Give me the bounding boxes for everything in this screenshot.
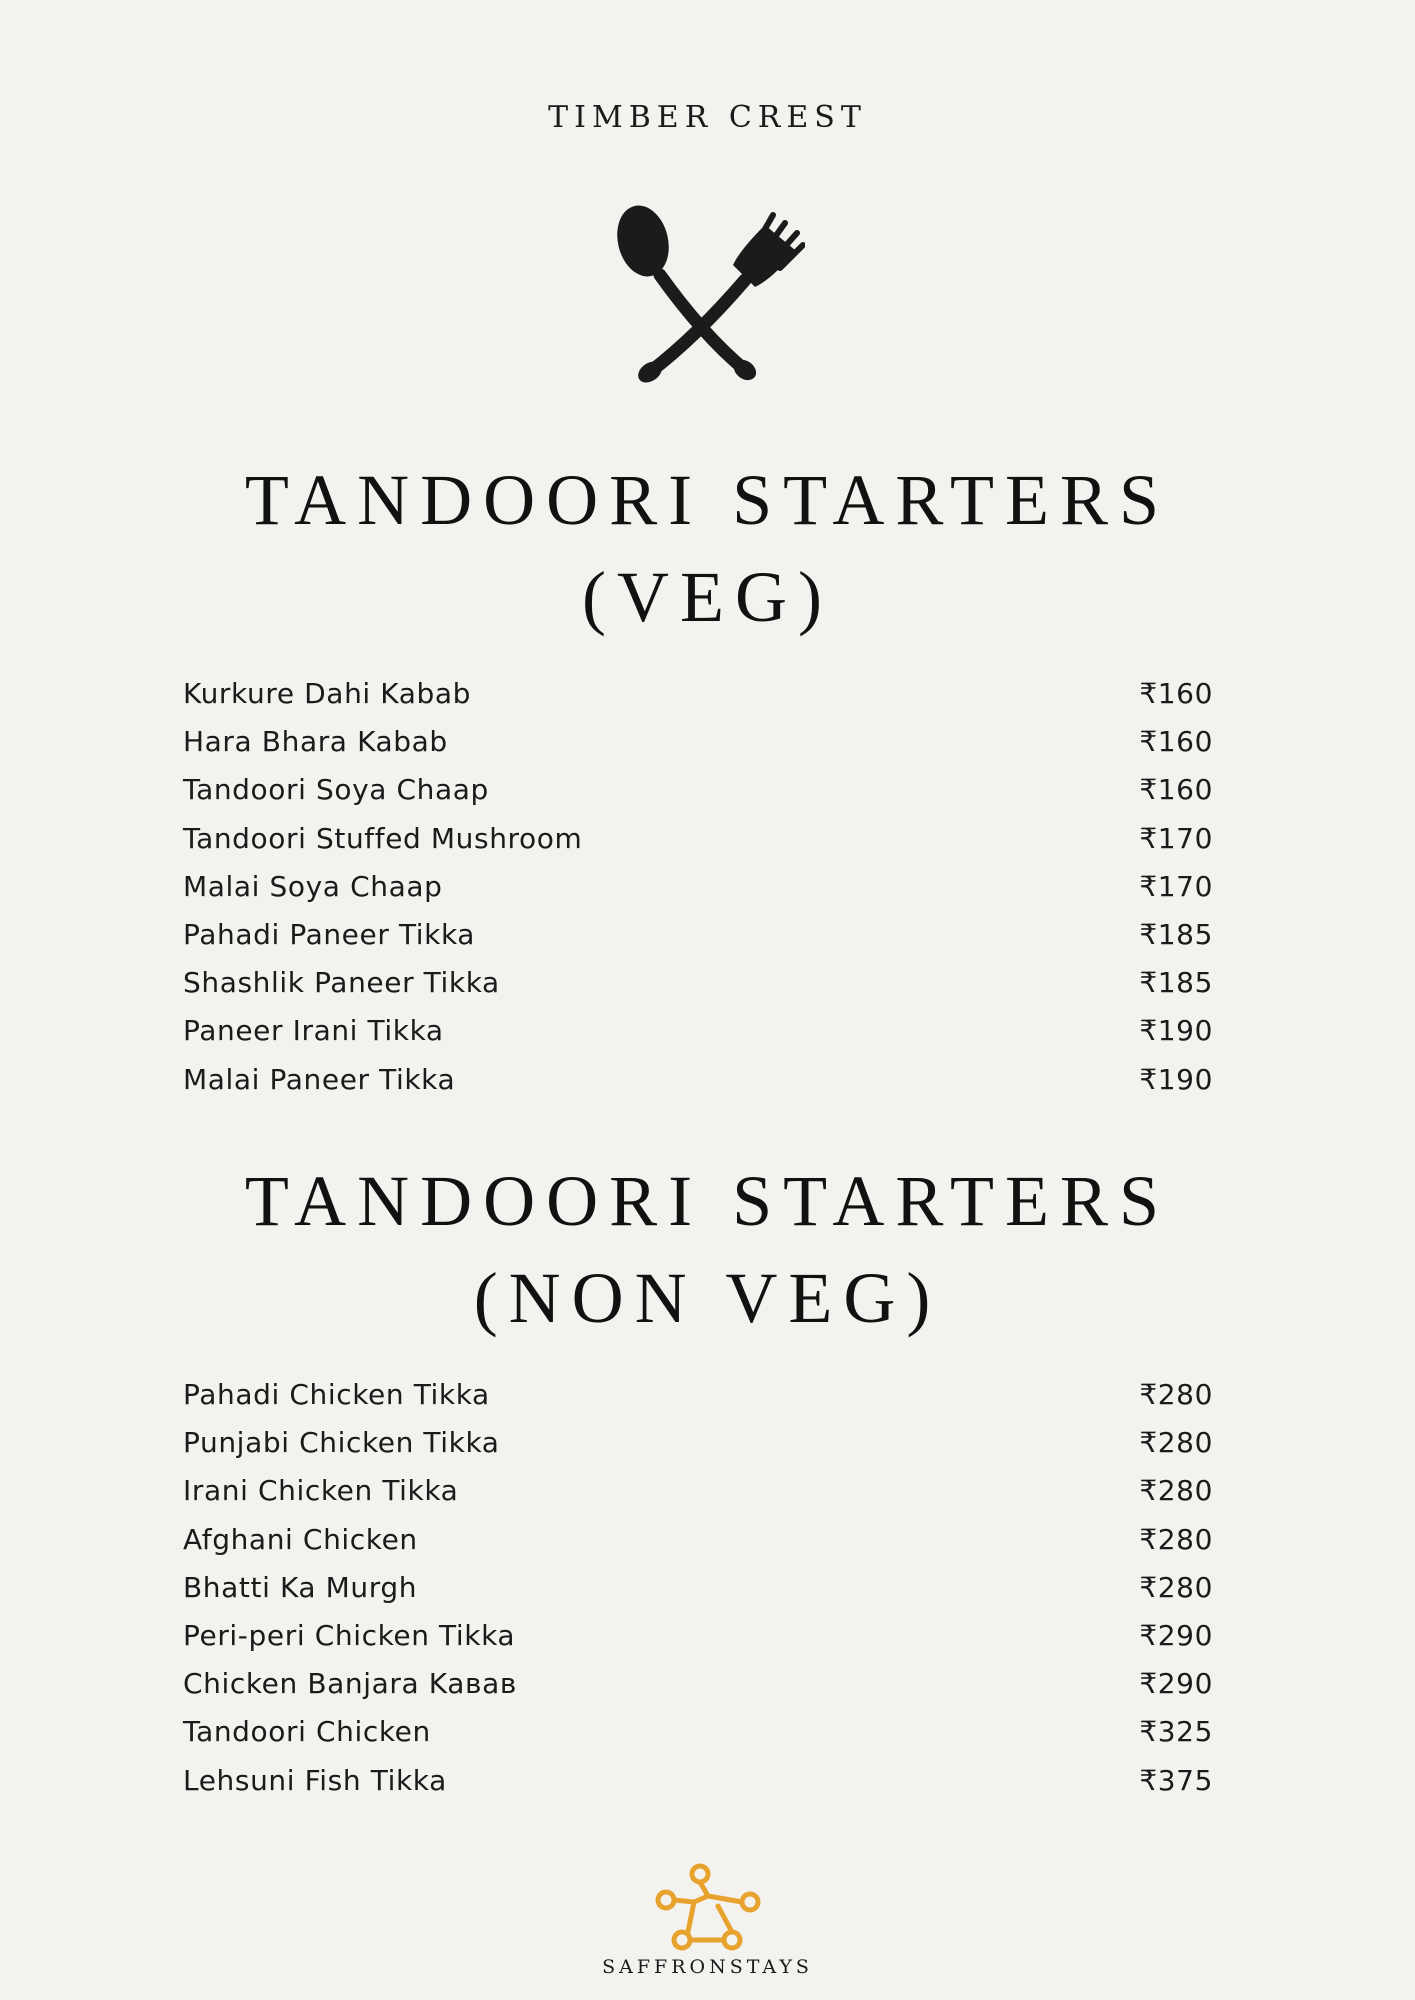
menu-item	[183, 1467, 1213, 1515]
menu-item-price: ₹170	[1139, 821, 1213, 855]
menu-item-price: ₹290	[1139, 1667, 1213, 1701]
menu-item-name: Tandoori Soya Chaap	[183, 773, 489, 807]
menu-item-price: ₹190	[1139, 1062, 1213, 1096]
menu-item	[183, 766, 1213, 814]
menu-item	[183, 1516, 1213, 1564]
menu-item-price: ₹280	[1139, 1378, 1213, 1411]
menu-item	[183, 1371, 1213, 1419]
footer-brand: SAFFRONSTAYS	[602, 1956, 813, 1978]
nonveg-title-line1: TANDOORI STARTERS	[244, 1161, 1171, 1241]
menu-item-price: ₹160	[1139, 773, 1213, 807]
menu-item-price: ₹280	[1139, 1474, 1213, 1508]
menu-item	[183, 1056, 1213, 1104]
menu-item-name: Shashlik Paneer Tikka	[183, 966, 500, 1000]
menu-item-price: ₹375	[1139, 1763, 1213, 1797]
veg-section-title	[0, 452, 1415, 646]
menu-item-price: ₹160	[1139, 725, 1213, 759]
menu-item-price: ₹290	[1139, 1618, 1213, 1652]
menu-item-name: Afghani Chicken	[183, 1522, 418, 1556]
menu-item-name: Peri-peri Chicken Tikka	[183, 1618, 516, 1652]
menu-item	[183, 1007, 1213, 1055]
veg-title-line2: (VEG)	[582, 557, 833, 637]
saffronstays-logo-icon	[652, 1862, 764, 1952]
menu-item-name: Tandoori Stuffed Mushroom	[183, 821, 583, 855]
menu-item	[183, 1419, 1213, 1467]
menu-item-name: Irani Chicken Tikka	[183, 1474, 459, 1508]
nonveg-title-line2: (NON VEG)	[473, 1258, 942, 1338]
menu-item-price: ₹185	[1139, 917, 1213, 951]
menu-item	[183, 1708, 1213, 1756]
menu-item-name: Chicken Banjara Kaвaв	[183, 1667, 517, 1701]
menu-item-price: ₹325	[1139, 1715, 1213, 1749]
menu-item-name: Malai Soya Chaap	[183, 869, 443, 903]
menu-item-name: Punjabi Chicken Tikka	[183, 1426, 500, 1460]
menu-item	[183, 1612, 1213, 1660]
menu-item	[183, 959, 1213, 1007]
menu-item-name: Tandoori Chicken	[183, 1715, 431, 1749]
menu-item-price: ₹280	[1139, 1522, 1213, 1556]
menu-item-price: ₹170	[1139, 869, 1213, 903]
menu-item	[183, 1564, 1213, 1612]
restaurant-name: TIMBER CREST	[548, 100, 867, 135]
menu-item-price: ₹280	[1139, 1570, 1213, 1604]
menu-item	[183, 1660, 1213, 1708]
menu-item	[183, 815, 1213, 863]
veg-menu-list	[183, 670, 1213, 1104]
veg-title-line1: TANDOORI STARTERS	[244, 460, 1171, 540]
menu-item-name: Hara Bhara Kabab	[183, 725, 448, 759]
menu-item-name: Pahadi Paneer Tikka	[183, 917, 476, 951]
menu-item	[183, 911, 1213, 959]
nonveg-menu-list	[183, 1371, 1213, 1805]
menu-item-price: ₹190	[1139, 1014, 1213, 1048]
menu-item	[183, 1757, 1213, 1805]
menu-item	[183, 670, 1213, 718]
menu-item	[183, 718, 1213, 766]
menu-item-name: Kurkure Dahi Kabab	[183, 677, 472, 710]
menu-item-name: Bhatti Ka Murgh	[183, 1570, 418, 1604]
cutlery-icon	[605, 205, 805, 385]
nonveg-section-title	[0, 1153, 1415, 1347]
menu-item-name: Paneer Irani Tikka	[183, 1014, 444, 1048]
menu-item-name: Malai Paneer Tikka	[183, 1062, 456, 1096]
menu-item-name: Pahadi Chicken Tikka	[183, 1378, 490, 1411]
menu-item-price: ₹280	[1139, 1426, 1213, 1460]
menu-item-price: ₹160	[1139, 677, 1213, 710]
menu-item-name: Lehsuni Fish Tikka	[183, 1763, 447, 1797]
menu-item	[183, 863, 1213, 911]
menu-item-price: ₹185	[1139, 966, 1213, 1000]
